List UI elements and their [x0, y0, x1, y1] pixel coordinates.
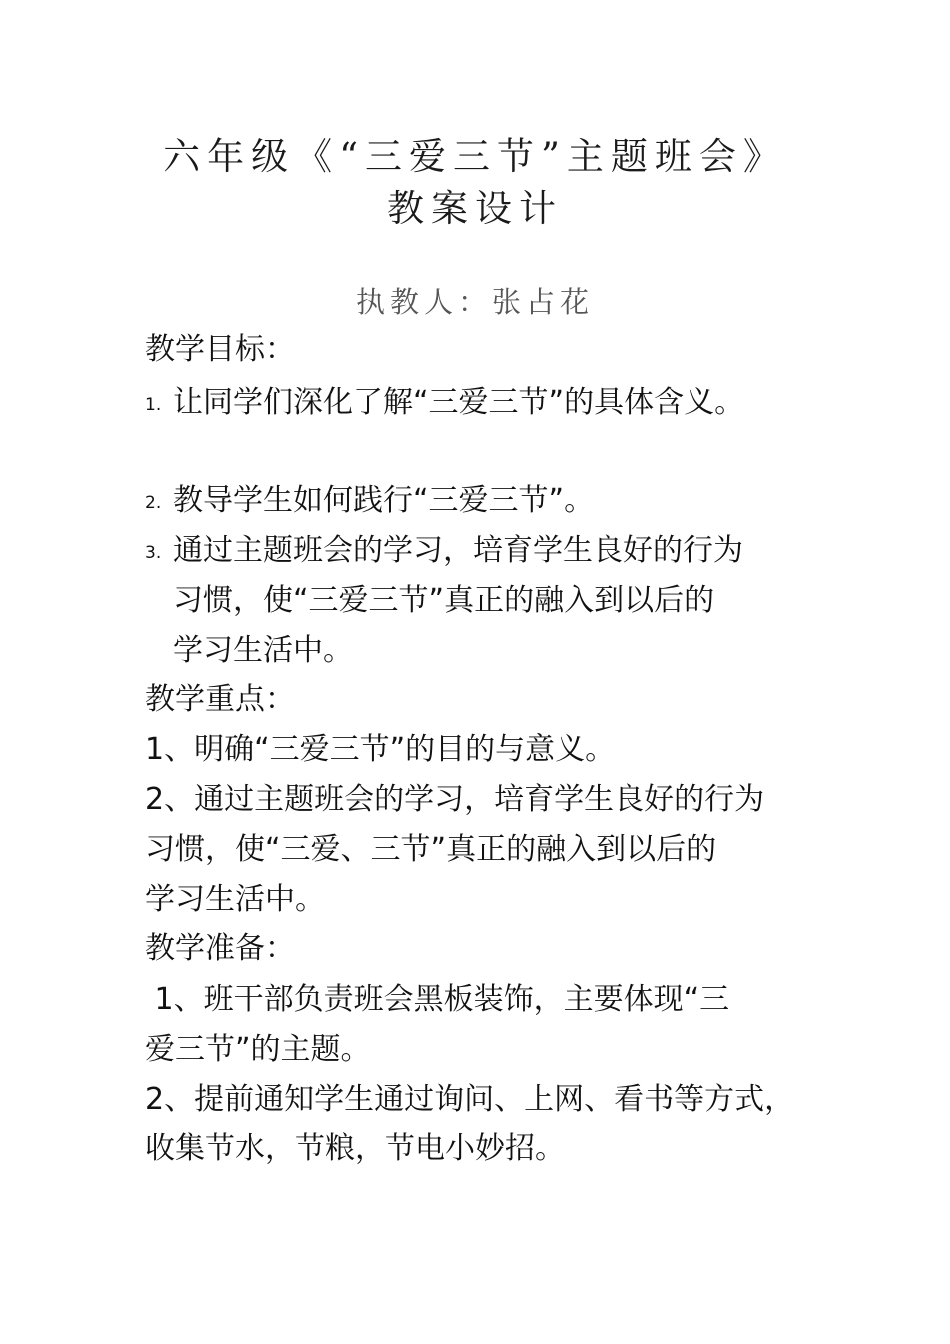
- objective-number: 2.: [145, 493, 162, 513]
- objective-item-3: [145, 531, 743, 573]
- objective-item-1: [145, 383, 744, 425]
- objective-text: 让同学们深化了解“三爱三节”的具体含义。: [173, 385, 745, 420]
- objectives-heading: 教学目标：: [145, 332, 295, 367]
- objective-number: 1.: [145, 395, 162, 415]
- objective-text: 通过主题班会的学习，培育学生良好的行为: [173, 533, 743, 568]
- document-title: 六年级《“三爱三节”主题班会》: [163, 135, 787, 178]
- key-point-line: 习惯，使“三爱、三节”真正的融入到以后的: [145, 832, 717, 867]
- preparation-heading: 教学准备：: [145, 931, 295, 966]
- objective-number: 3.: [145, 543, 162, 563]
- preparation-line: 1、班干部负责班会黑板装饰，主要体现“三: [145, 982, 730, 1017]
- key-point-line: 2、通过主题班会的学习，培育学生良好的行为: [145, 782, 765, 817]
- objective-text-continued: 习惯，使“三爱三节”真正的融入到以后的: [173, 583, 715, 618]
- document-subtitle: 教案设计: [387, 187, 563, 230]
- preparation-line: 爱三节”的主题。: [145, 1032, 371, 1067]
- author-line: 执教人：张占花: [355, 285, 594, 319]
- objective-item-2: [145, 481, 594, 523]
- preparation-line: 2、提前通知学生通过询问、上网、看书等方式，: [145, 1082, 795, 1117]
- objective-text: 教导学生如何践行“三爱三节”。: [173, 483, 595, 518]
- key-point-line: 1、明确“三爱三节”的目的与意义。: [145, 732, 616, 767]
- key-points-heading: 教学重点：: [145, 682, 295, 717]
- preparation-line: 收集节水，节粮，节电小妙招。: [145, 1131, 565, 1166]
- objective-text-continued: 学习生活中。: [173, 633, 353, 668]
- key-point-line: 学习生活中。: [145, 882, 325, 917]
